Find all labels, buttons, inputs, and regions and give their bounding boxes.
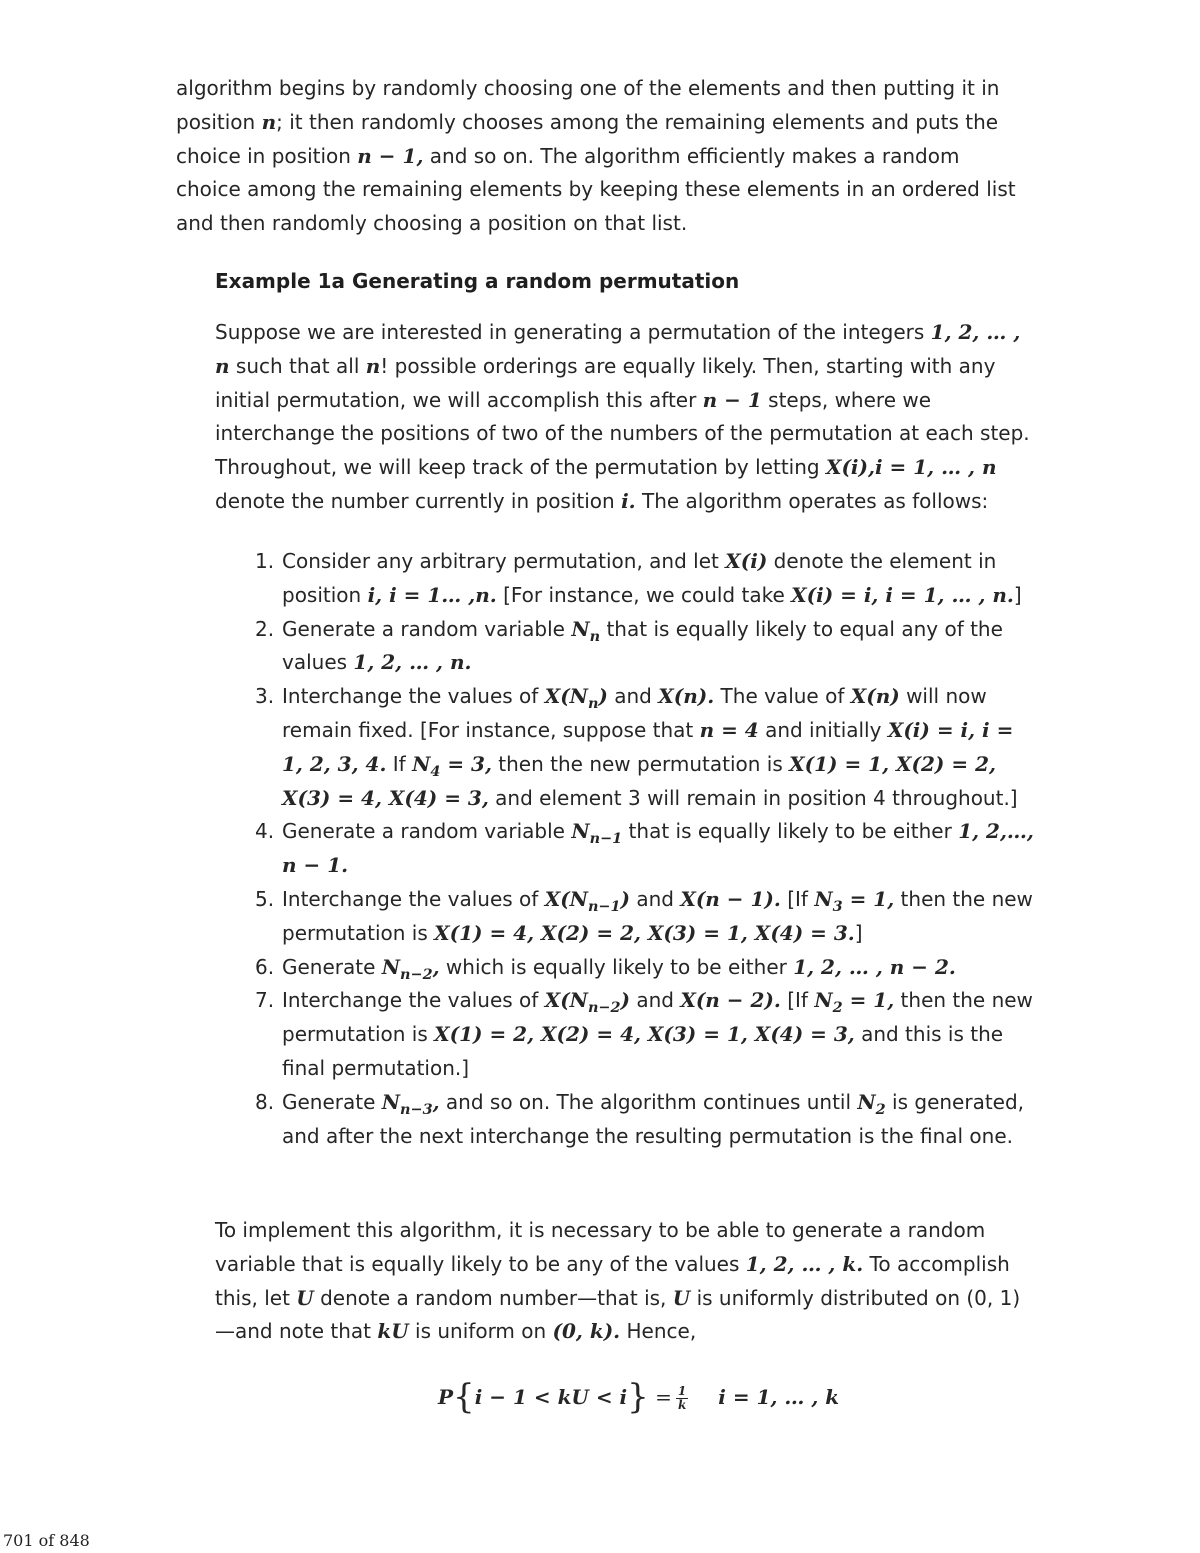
step-fragment: that is equally likely to equal any of the values xyxy=(282,616,1003,675)
impl-math: 1, 2, … , k. xyxy=(745,1251,864,1276)
step-fragment: Generate xyxy=(282,1089,382,1114)
intro-text-2: ; it then randomly chooses among the remaining elements and puts the choice in position xyxy=(176,109,999,168)
step-math: = 1, xyxy=(842,886,895,911)
impl-text: denote a random number—that is, xyxy=(313,1285,673,1310)
formula-p: P xyxy=(438,1385,454,1409)
list-item xyxy=(255,815,1035,883)
example-math: i. xyxy=(621,488,636,513)
list-item xyxy=(255,951,1035,985)
impl-math: U xyxy=(296,1285,314,1310)
list-item xyxy=(255,680,1035,815)
impl-math: U xyxy=(672,1285,691,1310)
step-number: 6. xyxy=(255,954,275,979)
intro-math-n: n xyxy=(261,109,277,134)
impl-text: To accomplish this, let xyxy=(215,1251,1010,1310)
step-fragment: Interchange the values of xyxy=(282,886,545,911)
example-math: 1, 2, … , n xyxy=(215,320,1021,378)
step-math: i, i = 1… ,n. xyxy=(367,582,497,607)
step-math: N xyxy=(571,819,590,844)
step-number: 5. xyxy=(255,886,275,911)
example-text: steps, where we interchange the positions of two of the numbers of the permutation at each step. Throughout, we will keep track of the permutation by letting xyxy=(215,387,1030,480)
step-math: N xyxy=(814,988,833,1013)
example-paragraph xyxy=(215,316,1035,519)
step-fragment: and xyxy=(629,988,681,1013)
step-fragment: If xyxy=(386,751,413,776)
step-math: 1, 2,…, xyxy=(958,819,1034,844)
step-fragment: ] xyxy=(1013,582,1022,607)
step-math: X(n) xyxy=(850,684,900,709)
step-math: 1, 2, … , n. xyxy=(353,650,472,675)
formula-inner: i − 1 < kU < i xyxy=(474,1385,628,1409)
step-fragment: and xyxy=(607,684,659,709)
fraction-denominator: k xyxy=(677,1398,687,1412)
step-fragment: Generate a random variable xyxy=(282,819,572,844)
formula-left-brace: { xyxy=(453,1377,475,1417)
step-fragment: then the new permutation is xyxy=(282,988,1033,1047)
step-math: = 3, xyxy=(440,751,492,776)
step-fragment: and so on. The algorithm continues until xyxy=(439,1089,858,1114)
impl-math: (0, k). xyxy=(552,1319,621,1344)
step-math: N xyxy=(814,886,833,911)
impl-text: To implement this algorithm, it is necessary to be able to generate a random variable that is equally likely to be any of the values xyxy=(215,1218,986,1276)
formula-right-brace: } xyxy=(627,1377,649,1417)
step-number: 7. xyxy=(255,988,275,1013)
example-math: n xyxy=(365,353,381,378)
step-math: N xyxy=(857,1089,876,1114)
step-fragment: will now remain fixed. [For instance, suppose that xyxy=(282,684,987,742)
step-math: X(n − 1). xyxy=(680,886,781,911)
step-text xyxy=(282,984,1035,1085)
step-math: X(N xyxy=(544,988,588,1013)
formula-equals: = xyxy=(655,1385,672,1409)
step-math: X(1) = 4, X(2) = 2, X(3) = 1, X(4) = 3. xyxy=(434,920,855,945)
example-text: The algorithm operates as follows: xyxy=(635,488,989,513)
step-math: = 1, xyxy=(842,988,895,1013)
step-math: 1, 2, … , n − 2. xyxy=(793,954,956,979)
example-math: X(i),i = 1, … , n xyxy=(825,455,997,480)
step-fragment: then the new permutation is xyxy=(282,886,1033,945)
list-item xyxy=(255,545,1035,613)
step-fragment: that is equally likely to be either xyxy=(622,819,959,844)
step-math-sub: n−3 xyxy=(400,1100,433,1118)
intro-text-1: algorithm begins by randomly choosing one of the elements and then putting it in position xyxy=(176,76,1000,134)
step-math: n − 1. xyxy=(282,853,349,878)
step-fragment: denote the element in position xyxy=(282,549,997,607)
step-fragment: Generate xyxy=(282,954,382,979)
impl-text: is uniformly distributed on (0, 1)—and note that xyxy=(215,1285,1021,1344)
step-math: X(N xyxy=(544,886,588,911)
list-item xyxy=(255,1086,1035,1154)
formula-fraction xyxy=(676,1385,688,1412)
step-math-sub: n xyxy=(589,627,601,645)
step-text xyxy=(282,951,1035,985)
step-math: X(i) = i, i = 1, … , n. xyxy=(791,582,1014,607)
step-math: X(i) = i, i = 1, 2, 3, 4. xyxy=(282,717,1014,776)
step-number: 2. xyxy=(255,616,275,641)
formula-range: i = 1, … , k xyxy=(718,1385,840,1409)
fraction-numerator: 1 xyxy=(677,1384,687,1398)
impl-math: kU xyxy=(377,1319,409,1344)
list-item xyxy=(255,613,1035,681)
step-fragment: Generate a random variable xyxy=(282,616,572,641)
example-text: denote the number currently in position xyxy=(215,488,622,513)
step-math: X(n). xyxy=(658,684,715,709)
step-math: ) xyxy=(598,684,608,709)
step-math: ) xyxy=(620,988,630,1013)
list-item xyxy=(255,883,1035,951)
step-math-sub: 4 xyxy=(430,762,441,780)
step-math-sub: n−2 xyxy=(400,965,433,983)
step-fragment: [If xyxy=(780,886,815,911)
intro-paragraph xyxy=(176,72,1026,241)
step-math: ) xyxy=(620,886,630,911)
step-math: N xyxy=(571,616,590,641)
step-text xyxy=(282,1086,1035,1154)
intro-text-3: and so on. The algorithm efficiently makes a random choice among the remaining elements by keeping these elements in an ordered list and then randomly choosing a position on that list. xyxy=(176,143,1016,236)
impl-text: Hence, xyxy=(620,1319,697,1344)
step-math-sub: n−1 xyxy=(587,897,621,915)
page-indicator: 701 of 848 xyxy=(3,1531,90,1550)
step-fragment: Interchange the values of xyxy=(282,988,545,1013)
step-fragment: and initially xyxy=(758,717,888,742)
step-number: 4. xyxy=(255,819,275,844)
step-math-sub: n−2 xyxy=(587,999,621,1017)
intro-math-n-minus-1: n − 1, xyxy=(357,143,424,168)
step-math-sub: n−1 xyxy=(589,830,623,848)
step-math: X(1) = 2, X(2) = 4, X(3) = 1, X(4) = 3, xyxy=(434,1022,855,1047)
step-fragment: and this is the final permutation.] xyxy=(282,1022,1004,1080)
step-fragment: ] xyxy=(854,920,863,945)
example-text: such that all xyxy=(229,353,366,378)
step-math-sub: 3 xyxy=(832,897,843,915)
step-text xyxy=(282,545,1035,613)
step-math: X(1) = 1, X(2) = 2, X(3) = 4, X(4) = 3, xyxy=(282,751,996,810)
step-fragment: and element 3 will remain in position 4 throughout.] xyxy=(488,785,1018,810)
step-math-sub: 2 xyxy=(875,1100,886,1118)
step-fragment: Consider any arbitrary permutation, and let xyxy=(282,549,726,573)
step-fragment: Interchange the values of xyxy=(282,684,545,709)
step-text xyxy=(282,815,1035,883)
step-text xyxy=(282,883,1035,951)
list-item xyxy=(255,984,1035,1085)
step-number: 3. xyxy=(255,684,275,709)
step-fragment: [If xyxy=(780,988,815,1013)
step-fragment: The value of xyxy=(714,684,851,709)
step-math-sub: 2 xyxy=(832,999,843,1017)
step-fragment: then the new permutation is xyxy=(491,751,790,776)
step-fragment: which is equally likely to be either xyxy=(439,954,794,979)
step-math-sub: n xyxy=(587,695,599,713)
step-math: X(i) xyxy=(725,549,768,573)
example-math: n − 1 xyxy=(702,387,762,412)
probability-formula xyxy=(438,1375,839,1419)
step-math: , xyxy=(432,954,440,979)
example-text: Suppose we are interested in generating a permutation of the integers xyxy=(215,320,931,344)
step-math: X(N xyxy=(544,684,588,709)
step-fragment: and xyxy=(629,886,681,911)
example-title: Example 1a Generating a random permutation xyxy=(215,269,740,293)
step-math: N xyxy=(412,751,431,776)
implementation-paragraph xyxy=(215,1214,1035,1349)
step-math: X(n − 2). xyxy=(680,988,781,1013)
step-math: N xyxy=(381,1089,401,1114)
algorithm-steps-list xyxy=(255,545,1035,1153)
impl-text: is uniform on xyxy=(408,1319,553,1344)
step-number: 8. xyxy=(255,1089,275,1114)
step-math: , xyxy=(432,1089,440,1114)
example-text: ! possible orderings are equally likely. Then, starting with any initial permutation, we will accomplish this after xyxy=(215,353,996,412)
step-fragment: is generated, and after the next interchange the resulting permutation is the final one. xyxy=(282,1089,1025,1148)
step-text xyxy=(282,613,1035,681)
step-number: 1. xyxy=(255,549,275,573)
step-fragment: [For instance, we could take xyxy=(496,582,792,607)
step-text xyxy=(282,680,1035,815)
step-math: n = 4 xyxy=(699,717,759,742)
step-math: N xyxy=(381,954,401,979)
